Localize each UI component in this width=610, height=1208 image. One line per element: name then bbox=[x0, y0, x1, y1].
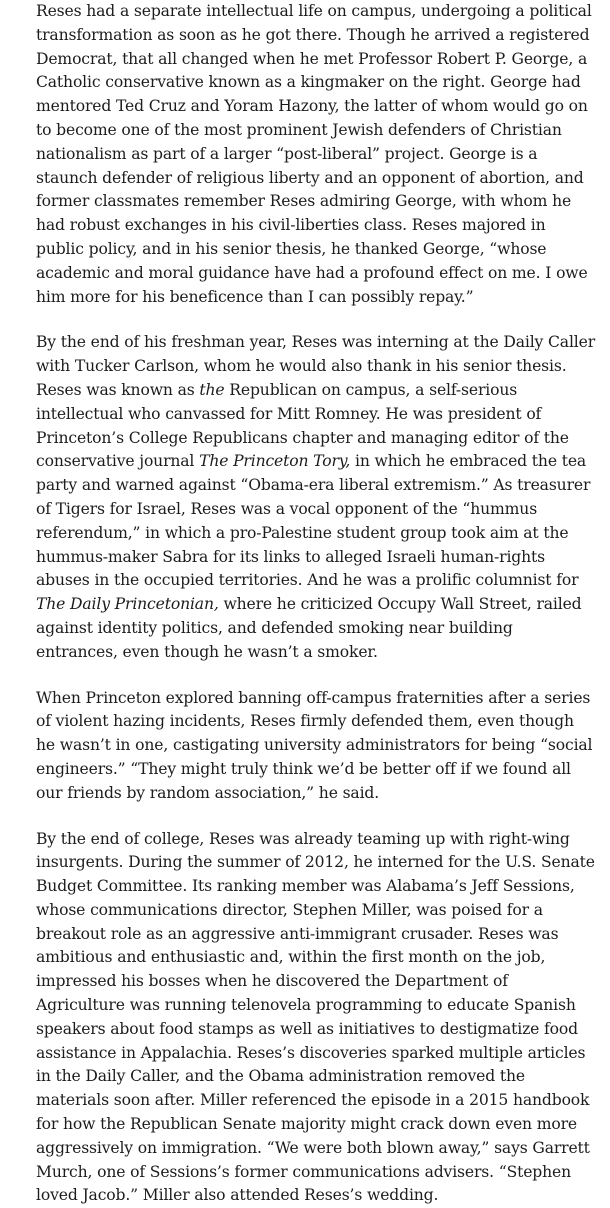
paragraph-text: Republican on campus, a self-serious intellectual who canvassed for Mitt Romney. He was president of Princeton’s College Republicans chapter and managing editor of the conservative journal bbox=[36, 381, 569, 470]
paragraph-1 bbox=[36, 0, 597, 309]
paragraph-text: in which he embraced the tea party and warned against “Obama-era liberal extremism.” As treasurer of Tigers for Israel, Reses was a vocal opponent of the “hummus referendum,” in which a pro-Palestine student group took aim at the hummus-maker Sabra for its links to alleged Israeli human-rights abuses in the occupied territories. And he was a prolific columnist for bbox=[36, 452, 590, 589]
paragraph-text: By the end of his freshman year, Reses was interning at the Daily Caller with Tucker Carlson, whom he would also thank in his senior thesis. Reses was known as bbox=[36, 333, 595, 399]
italic-emphasis: the bbox=[199, 381, 224, 399]
paragraph-3 bbox=[36, 687, 597, 806]
publication-title-daily-princetonian: The Daily Princetonian, bbox=[36, 595, 219, 613]
paragraph-text: Reses had a separate intellectual life on campus, undergoing a political transformation as soon as he got there. Though he arrived a registered Democrat, that all changed when he met Professor Robert P. George, a Catholic conservative known as a kingmaker on the right. George had mentored Ted Cruz and Yoram Hazony, the latter of whom would go on to become one of the most prominent Jewish defenders of Christian nationalism as part of a larger “post-liberal” project. George is a staunch defender of religious liberty and an opponent of abortion, and former classmates remember Reses admiring George, with whom he had robust exchanges in his civil-liberties class. Reses majored in public policy, and in his senior thesis, he thanked George, “whose academic and moral guidance have had a profound effect on me. I owe him more for his beneficence than I can possibly repay.” bbox=[36, 2, 592, 306]
paragraph-text: where he criticized Occupy Wall Street, railed against identity politics, and defended smoking near building entrances, even though he wasn’t a smoker. bbox=[36, 595, 582, 661]
paragraph-text: When Princeton explored banning off-campus fraternities after a series of violent hazing incidents, Reses firmly defended them, even though he wasn’t in one, castigating university administrators for being “social engineers.” “They might truly think we’d be better off if we found all our friends by random association,” he said. bbox=[36, 689, 592, 802]
paragraph-4 bbox=[36, 828, 597, 1208]
publication-title-princeton-tory: The Princeton Tory, bbox=[199, 452, 350, 470]
paragraph-2 bbox=[36, 331, 597, 664]
paragraph-text: By the end of college, Reses was already teaming up with right-wing insurgents. During the summer of 2012, he interned for the U.S. Senate Budget Committee. Its ranking member was Alabama’s Jeff Sessions, whose communications director, Stephen Miller, was poised for a breakout role as an aggressive anti-immigrant crusader. Reses was ambitious and enthusiastic and, within the first month on the job, impressed his bosses when he discovered the Department of Agriculture was running telenovela programming to educate Spanish speakers about food stamps as well as initiatives to destigmatize food assistance in Appalachia. Reses’s discoveries sparked multiple articles in the Daily Caller, and the Obama administration removed the materials soon after. Miller referenced the episode in a 2015 handbook for how the Republican Senate majority might crack down even more aggressively on immigration. “We were both blown away,” says Garrett Murch, one of Sessions’s former communications advisers. “Stephen loved Jacob.” Miller also attended Reses’s wedding. bbox=[36, 830, 595, 1205]
